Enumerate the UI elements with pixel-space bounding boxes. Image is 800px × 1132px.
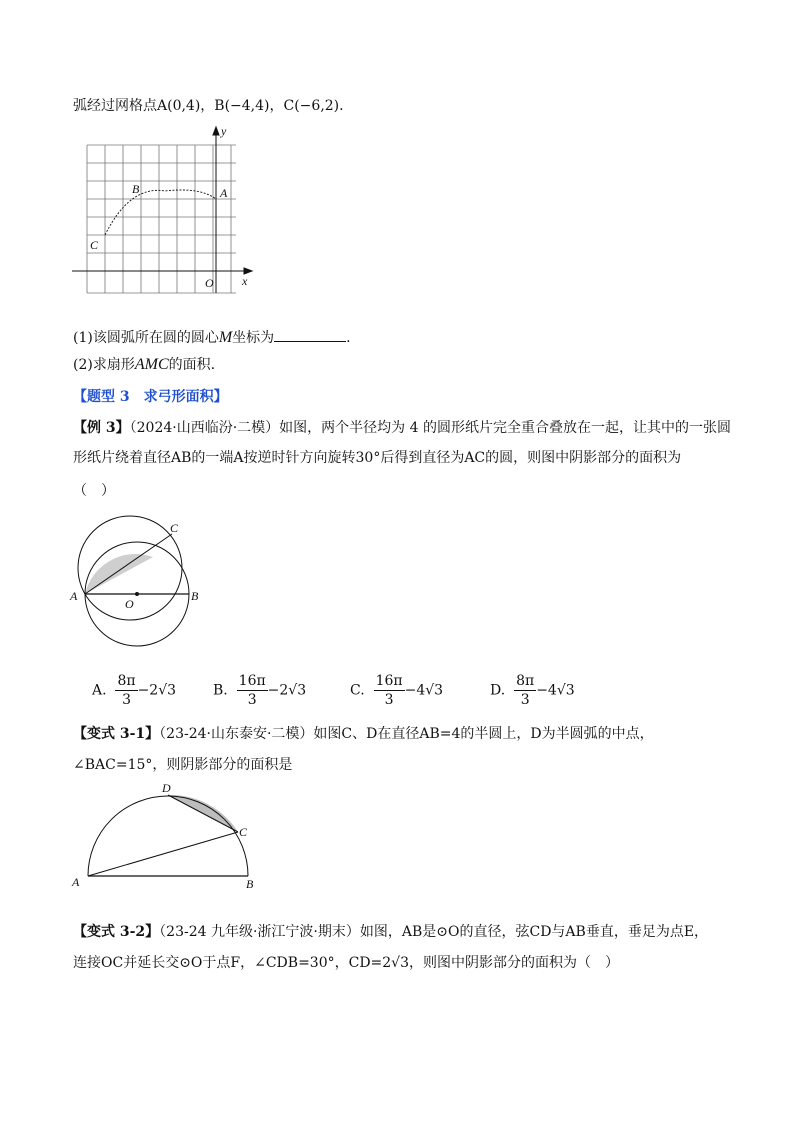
svg-text:A: A — [220, 186, 228, 200]
question-2: (2)求扇形AMC的面积. — [73, 356, 216, 373]
question-1: (1)该圆弧所在圆的圆心M坐标为 . — [73, 329, 351, 346]
semicircle-figure — [70, 778, 270, 898]
svg-text:O: O — [205, 276, 214, 290]
svg-text:C: C — [239, 825, 248, 839]
option-b[interactable]: B. $\frac{16\pi}{3}$ −2√3 — [213, 673, 307, 708]
svg-text:B: B — [132, 182, 140, 196]
variant-3-1-line-2: ∠BAC=15°，则阴影部分的面积是 — [73, 757, 293, 773]
svg-text:A: A — [70, 589, 78, 603]
svg-text:B: B — [191, 589, 199, 603]
circle-arc — [105, 190, 216, 235]
option-d[interactable]: D. $\frac{8\pi}{3}$ −4√3 — [490, 673, 575, 708]
svg-text:C: C — [90, 238, 99, 252]
grid-figure — [70, 125, 270, 295]
svg-text:O: O — [125, 597, 134, 611]
option-a[interactable]: A. $\frac{8\pi}{3}$ −2√3 — [92, 673, 177, 708]
svg-text:C: C — [170, 521, 179, 535]
variant-3-2-line-1: 【变式 3-2】（23-24 九年级·浙江宁波·期末）如图，AB是⊙O的直径，弦CD与AB垂直，垂足为点E， — [73, 924, 709, 940]
two-circles-figure — [65, 510, 225, 670]
intro-text: 弧经过网格点A(0,4)，B(−4,4)，C(−6,2). — [73, 98, 344, 114]
answer-blank[interactable] — [274, 327, 346, 342]
option-c[interactable]: C. $\frac{16\pi}{3}$ −4√3 — [350, 673, 444, 708]
svg-text:B: B — [246, 877, 254, 891]
svg-text:A: A — [72, 875, 80, 889]
variant-3-1-line-1: 【变式 3-1】（23-24·山东泰安·二模）如图C、D在直径AB=4的半圆上，D为半圆弧的中点， — [73, 726, 654, 742]
section-title: 【题型 3 求弓形面积】 — [73, 389, 228, 405]
shaded-segment — [85, 554, 153, 594]
svg-text:x: x — [242, 274, 248, 288]
example-3-line-1: 【例 3】（2024·山西临汾·二模）如图，两个半径均为 4 的圆形纸片完全重合叠放在一起，让其中的一张圆 — [73, 420, 731, 436]
example-3-line-2: 形纸片绕着直径AB的一端A按逆时针方向旋转30°后得到直径为AC的圆，则图中阴影部分的面积为 — [73, 450, 682, 466]
variant-3-2-line-2: 连接OC并延长交⊙O于点F，∠CDB=30°，CD=2√3，则图中阴影部分的面积为（ ） — [73, 955, 620, 971]
svg-text:D: D — [162, 781, 171, 795]
svg-text:y: y — [221, 124, 227, 138]
answer-paren: （ ） — [73, 483, 115, 499]
